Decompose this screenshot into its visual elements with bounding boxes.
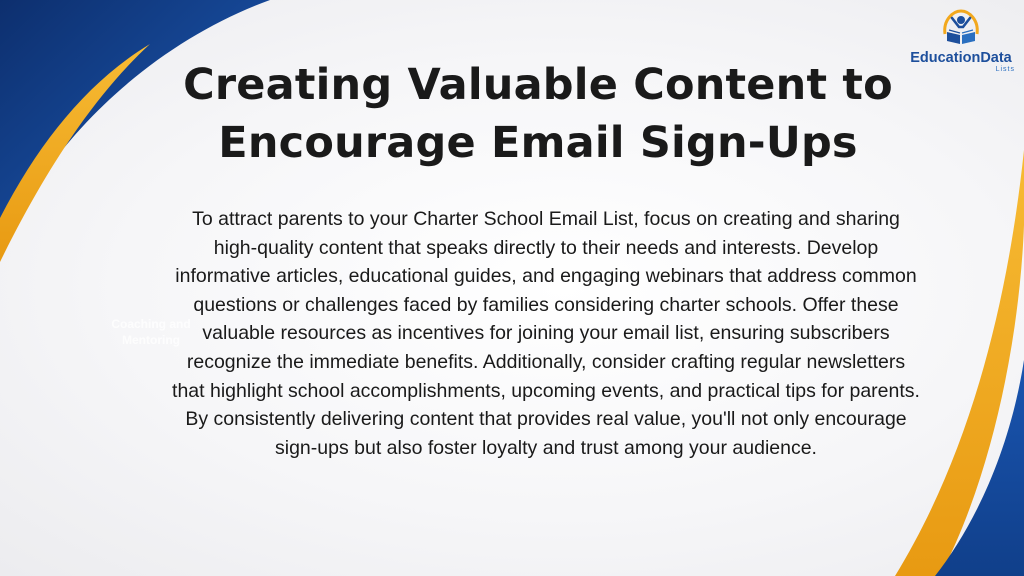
graduate-books-icon (939, 8, 983, 48)
logo (905, 8, 1017, 74)
slide-title: Creating Valuable Content to Encourage Email Sign-Ups (183, 60, 893, 168)
logo-name: EducationData (910, 50, 1012, 66)
ghost-label: Coaching and Mentoring (111, 317, 191, 347)
logo-subtitle: Lists (995, 66, 1015, 73)
slide-body-text: To attract parents to your Charter School Email List, focus on creating and sharing high-quality content that speaks directly to their needs and interests. Develop informative articles, educational guides, and engaging webinars that address common questions or challenges faced by families considering charter schools. Offer these valuable resources as incentives for joining your email list, ensuring subscribers recognize the immediate benefits. Additionally, consider crafting regular newsletters that highlight school accomplishments, upcoming events, and practical tips for parents. By consistently delivering content that provides real value, you'll not only encourage sign-ups but also foster loyalty and trust among your audience. (172, 208, 920, 459)
